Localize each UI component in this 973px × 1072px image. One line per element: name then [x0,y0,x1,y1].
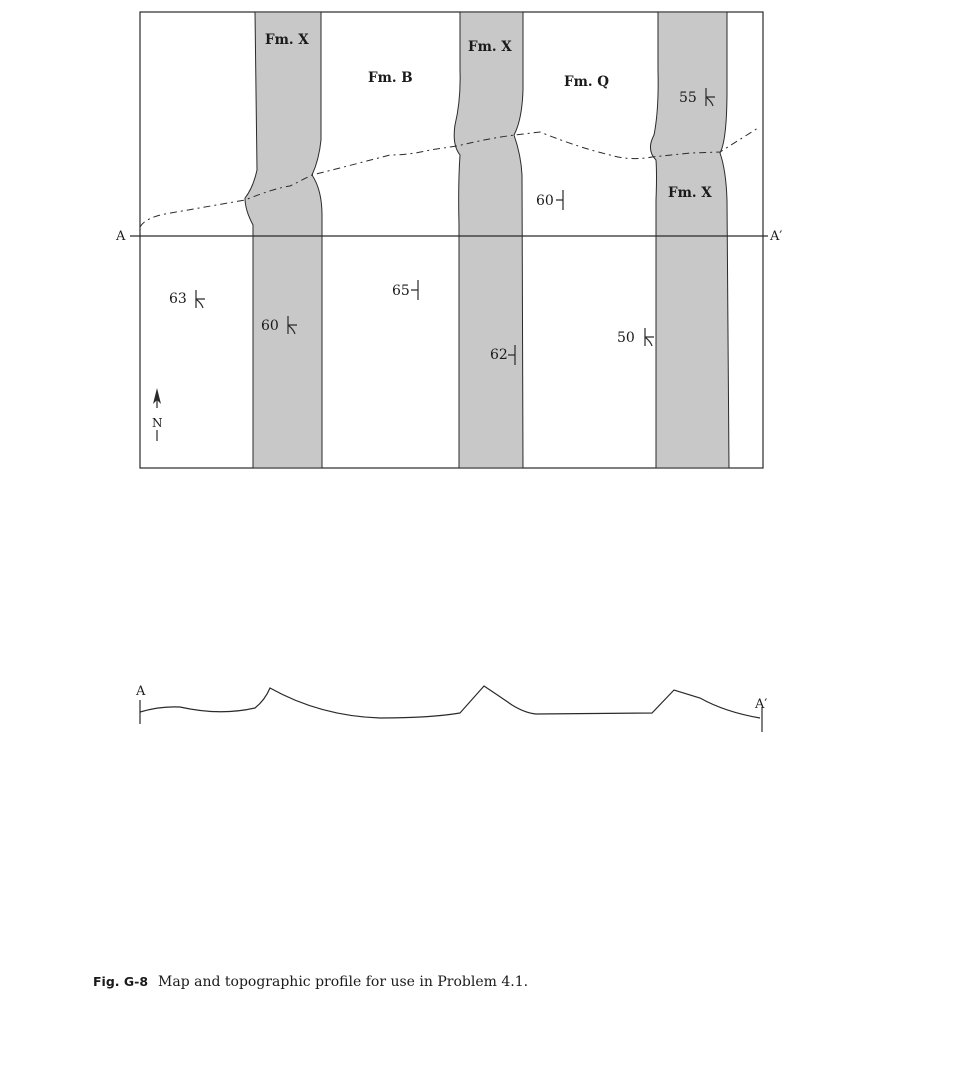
formation-label-x-left: Fm. X [265,32,309,48]
figure-tag: Fig. G-8 [93,974,149,989]
dip-value-62: 62 [490,347,508,363]
dip-value-65: 65 [392,283,410,299]
section-label-end: A′ [770,229,783,244]
formation-x-band-middle [454,12,523,468]
formation-label-x-middle: Fm. X [468,39,512,55]
formation-label-x-right: Fm. X [668,185,712,201]
dip-value-50: 50 [617,330,635,346]
section-label-start: A [116,229,126,244]
caption-text: Map and topographic profile for use in Problem 4.1. [158,974,529,990]
formation-label-b: Fm. B [368,70,413,86]
formation-x-band-right [650,12,729,468]
dip-value-60-left: 60 [261,318,279,334]
topographic-profile [135,684,767,732]
dip-value-60-right: 60 [536,193,554,209]
dip-value-55: 55 [679,90,697,106]
north-label: N [152,416,163,430]
profile-label-start: A [136,684,146,699]
formation-x-band-left [245,12,322,468]
figure-caption [93,974,528,990]
profile-line [140,686,760,718]
formation-label-q: Fm. Q [564,74,610,90]
dip-value-63: 63 [169,291,187,307]
profile-label-end: A′ [755,697,768,712]
